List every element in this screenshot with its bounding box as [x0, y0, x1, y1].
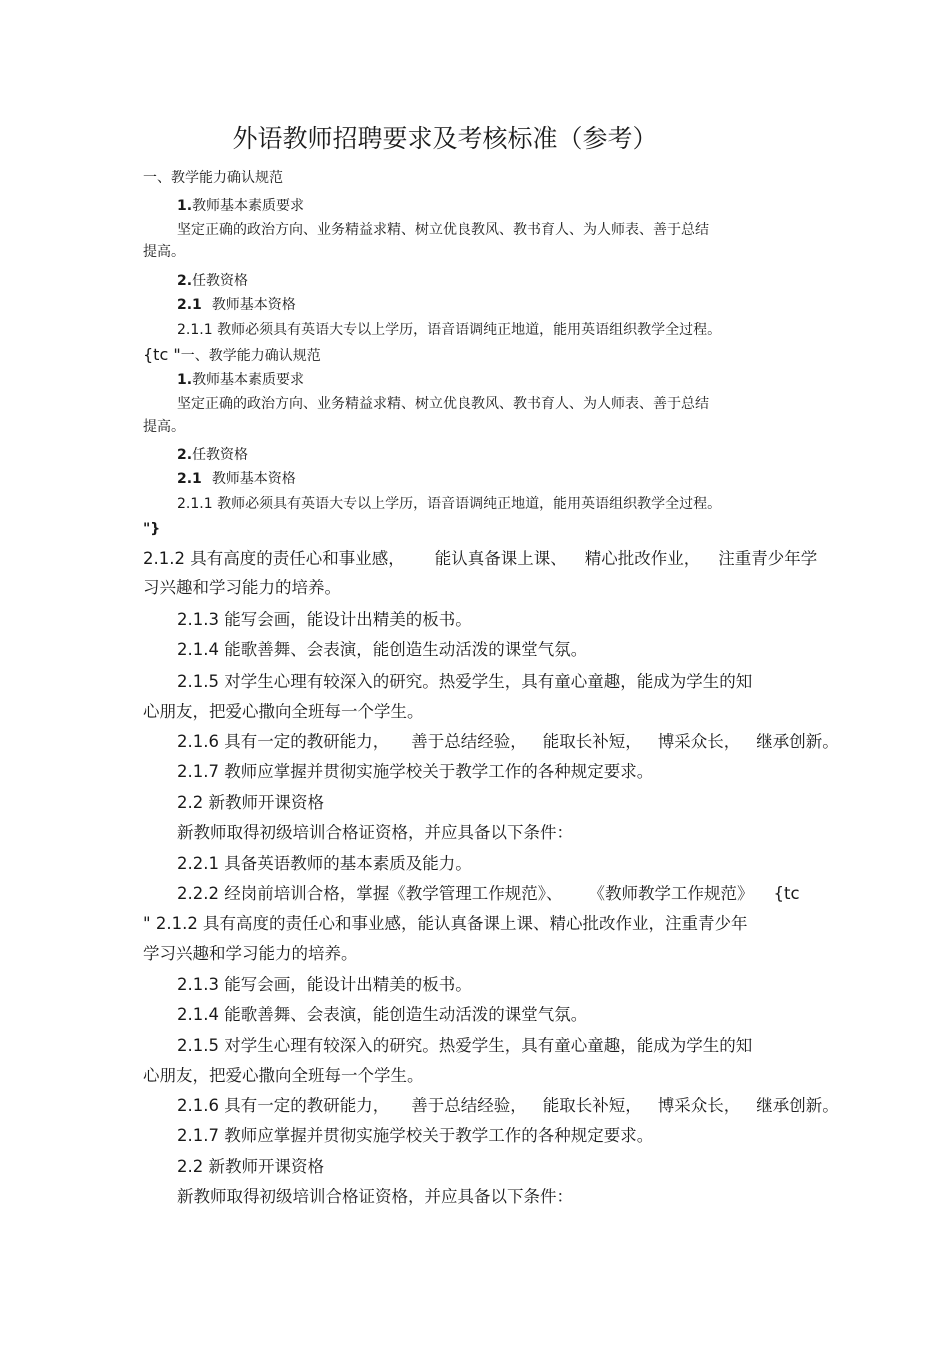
text-run: 2.2.2 经岗前培训合格，掌握《教学管理工作规范》、 — [177, 884, 563, 903]
paragraph-line — [177, 730, 839, 754]
paragraph-line: 2.2 新教师开课资格 — [177, 793, 324, 812]
paragraph-line: 2.1.3 能写会画，能设计出精美的板书。 — [177, 975, 472, 994]
paragraph-line: 2.1.3 能写会画，能设计出精美的板书。 — [177, 610, 472, 629]
text-run: 2.1.6 具有一定的教研能力， — [177, 1096, 390, 1115]
text-run: 精心批改作业， — [584, 549, 701, 568]
item-text: 教师基本资格 — [211, 297, 296, 313]
text-run: 博采众长， — [657, 1096, 741, 1115]
paragraph-line: 2.1.1 教师必须具有英语大专以上学历，语音语调纯正地道，能用英语组织教学全过程。 — [177, 322, 722, 338]
text-run: 2.1.6 具有一定的教研能力， — [177, 732, 390, 751]
paragraph-line: 2.1.7 教师应掌握并贯彻实施学校关于教学工作的各种规定要求。 — [177, 1126, 654, 1145]
paragraph-line: 习兴趣和学习能力的培养。 — [143, 578, 341, 597]
paragraph-line — [177, 1094, 839, 1118]
paragraph-line: 坚定正确的政治方向、业务精益求精、树立优良教风、教书育人、为人师表、善于总结 — [177, 222, 709, 238]
item-text: 教师基本素质要求 — [192, 198, 305, 214]
section-heading: 一、教学能力确认规范 — [180, 348, 321, 364]
item-number: 2. — [177, 447, 193, 463]
paragraph-line: 提高。 — [143, 244, 185, 260]
item-1-heading — [177, 370, 304, 390]
text-run: 博采众长， — [657, 732, 741, 751]
item-2-1-heading — [177, 469, 296, 489]
text-run: 继承创新。 — [756, 1096, 839, 1115]
text-run: 能取长补短， — [542, 732, 642, 751]
text-run: 善于总结经验， — [411, 1096, 527, 1115]
tc-field-open-marker: {tc " — [143, 345, 181, 364]
paragraph-line: 学习兴趣和学习能力的培养。 — [143, 944, 358, 963]
item-1-heading — [177, 196, 304, 216]
item-number: 1. — [177, 198, 193, 214]
item-2-heading — [177, 271, 248, 291]
text-run: 《教师教学工作规范》 — [588, 884, 754, 903]
text-run: 2.1.2 具有高度的责任心和事业感， — [143, 549, 405, 568]
item-number: 1. — [177, 372, 193, 388]
item-number: 2.1 — [177, 471, 202, 487]
paragraph-line: 2.2.1 具备英语教师的基本素质及能力。 — [177, 854, 472, 873]
paragraph-line — [177, 882, 800, 906]
tc-field-heading — [143, 345, 321, 366]
tc-field-open-marker: {tc — [773, 884, 800, 903]
item-text: 任教资格 — [192, 447, 249, 463]
paragraph-line — [143, 547, 817, 571]
text-run: 能认真备课上课、 — [434, 549, 567, 568]
text-run: 善于总结经验， — [411, 732, 527, 751]
paragraph-line: 新教师取得初级培训合格证资格，并应具备以下条件： — [177, 823, 573, 842]
text-run: 继承创新。 — [756, 732, 839, 751]
paragraph-line: 新教师取得初级培训合格证资格，并应具备以下条件： — [177, 1187, 573, 1206]
paragraph-line: 2.1.4 能歌善舞、会表演，能创造生动活泼的课堂气氛。 — [177, 640, 588, 659]
paragraph-line: 提高。 — [143, 419, 185, 435]
item-text: 教师基本素质要求 — [192, 372, 305, 388]
paragraph-line: 2.1.1 教师必须具有英语大专以上学历，语音语调纯正地道，能用英语组织教学全过程。 — [177, 496, 722, 512]
item-2-heading — [177, 445, 248, 465]
item-number: 2. — [177, 273, 193, 289]
paragraph-line: 2.1.5 对学生心理有较深入的研究。热爱学生，具有童心童趣，能成为学生的知 — [177, 1036, 753, 1055]
paragraph-line: 2.1.4 能歌善舞、会表演，能创造生动活泼的课堂气氛。 — [177, 1005, 588, 1024]
paragraph-line: 坚定正确的政治方向、业务精益求精、树立优良教风、教书育人、为人师表、善于总结 — [177, 396, 709, 412]
text-run: 能取长补短， — [542, 1096, 642, 1115]
paragraph-line: 2.2 新教师开课资格 — [177, 1157, 324, 1176]
paragraph-line: 心朋友，把爱心撒向全班每一个学生。 — [143, 1066, 424, 1085]
item-text: 任教资格 — [192, 273, 249, 289]
section-heading: 一、教学能力确认规范 — [143, 170, 283, 186]
paragraph-line: " 2.1.2 具有高度的责任心和事业感，能认真备课上课、精心批改作业，注重青少年 — [143, 914, 748, 933]
paragraph-line: 2.1.7 教师应掌握并贯彻实施学校关于教学工作的各种规定要求。 — [177, 762, 654, 781]
item-2-1-heading — [177, 295, 296, 315]
paragraph-line: 心朋友，把爱心撒向全班每一个学生。 — [143, 702, 424, 721]
text-run: 注重青少年学 — [718, 549, 818, 568]
tc-field-close-marker: "} — [143, 521, 161, 537]
item-text: 教师基本资格 — [211, 471, 296, 487]
document-title: 外语教师招聘要求及考核标准（参考） — [232, 124, 658, 153]
item-number: 2.1 — [177, 297, 202, 313]
paragraph-line: 2.1.5 对学生心理有较深入的研究。热爱学生，具有童心童趣，能成为学生的知 — [177, 672, 753, 691]
